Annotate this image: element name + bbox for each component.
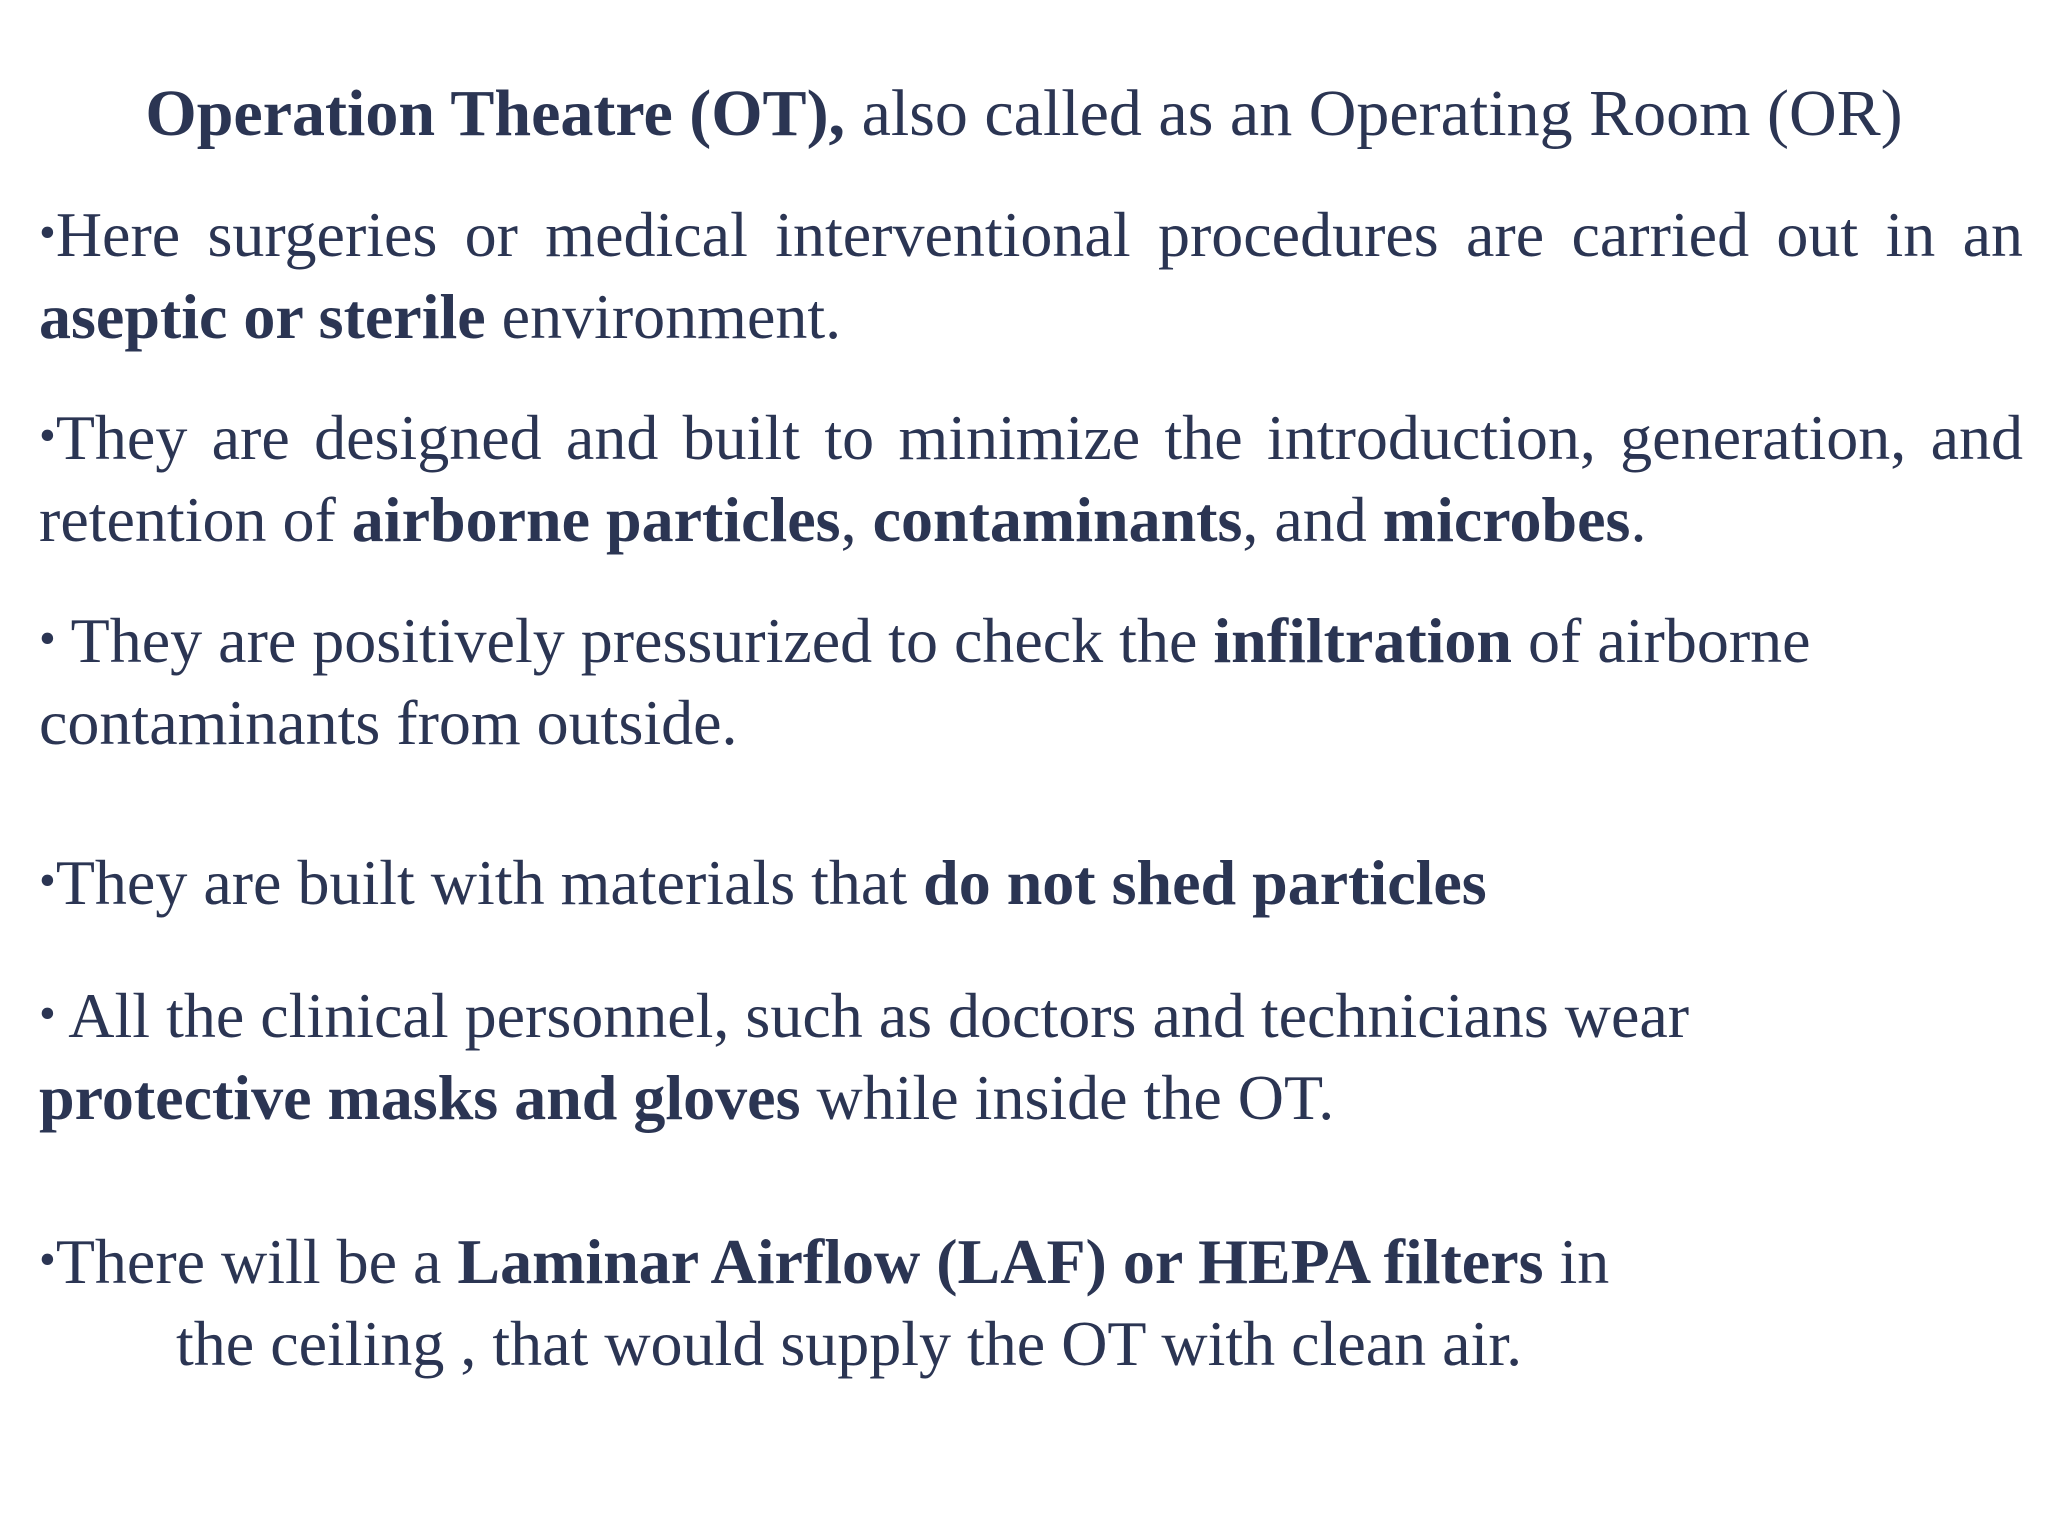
bullet-text: . (1630, 484, 1647, 555)
bullet-text: while inside the OT. (800, 1062, 1335, 1133)
bullet-icon: • (39, 409, 56, 462)
bullet-line (39, 973, 2023, 1057)
bullet-text: They are positively pressurized to check the (55, 605, 1214, 676)
bullet-line (39, 1057, 2023, 1139)
title-rest-text: also called as an Operating Room (OR) (845, 77, 1903, 150)
bullet-text: They are designed and built to minimize the introduction, generation, and retention of (39, 402, 2023, 555)
bullet-icon: • (39, 987, 56, 1040)
slide-title (0, 74, 2048, 154)
bold-term: aseptic or sterile (39, 281, 486, 352)
bullet-text: in (1543, 1226, 1610, 1297)
bullet-point-1 (39, 192, 2023, 358)
bullet-point-3 (39, 598, 2023, 764)
bullet-text: , and (1242, 484, 1383, 555)
bold-term: Laminar Airflow (LAF) or HEPA filters (457, 1226, 1544, 1297)
bullet-icon: • (39, 1233, 56, 1286)
bullet-text: , (840, 484, 873, 555)
bold-term: protective masks and gloves (39, 1062, 801, 1133)
bullet-icon: • (39, 854, 56, 907)
bullet-line (39, 840, 2023, 924)
bullet-text: There will be a (55, 1226, 458, 1297)
bullet-point-6 (39, 1219, 2023, 1385)
bullet-line: the ceiling , that would supply the OT with clean air. (176, 1308, 1523, 1379)
bold-term: contaminants (872, 484, 1243, 555)
bullet-line: contaminants from outside. (39, 687, 738, 758)
bullet-line (39, 598, 2023, 682)
bullet-icon: • (39, 612, 56, 665)
bold-term: do not shed particles (923, 847, 1487, 918)
bullet-point-4 (39, 840, 2023, 924)
bold-term: infiltration (1213, 605, 1512, 676)
bold-term: airborne particles (351, 484, 841, 555)
bullet-point-2 (39, 395, 2023, 561)
bullet-text: environment. (485, 281, 842, 352)
bullet-text: Here surgeries or medical interventional procedures are carried out in an (55, 199, 2023, 270)
bullet-text: All the clinical personnel, such as doctors and technicians wear (55, 980, 1690, 1051)
bullet-text: of airborne (1512, 605, 1811, 676)
bold-term: microbes (1382, 484, 1631, 555)
bullet-text: They are built with materials that (55, 847, 924, 918)
title-bold-text: Operation Theatre (OT), (145, 77, 846, 150)
bullet-line (39, 1219, 2023, 1303)
bullet-icon: • (39, 206, 56, 259)
bullet-point-5 (39, 973, 2023, 1139)
